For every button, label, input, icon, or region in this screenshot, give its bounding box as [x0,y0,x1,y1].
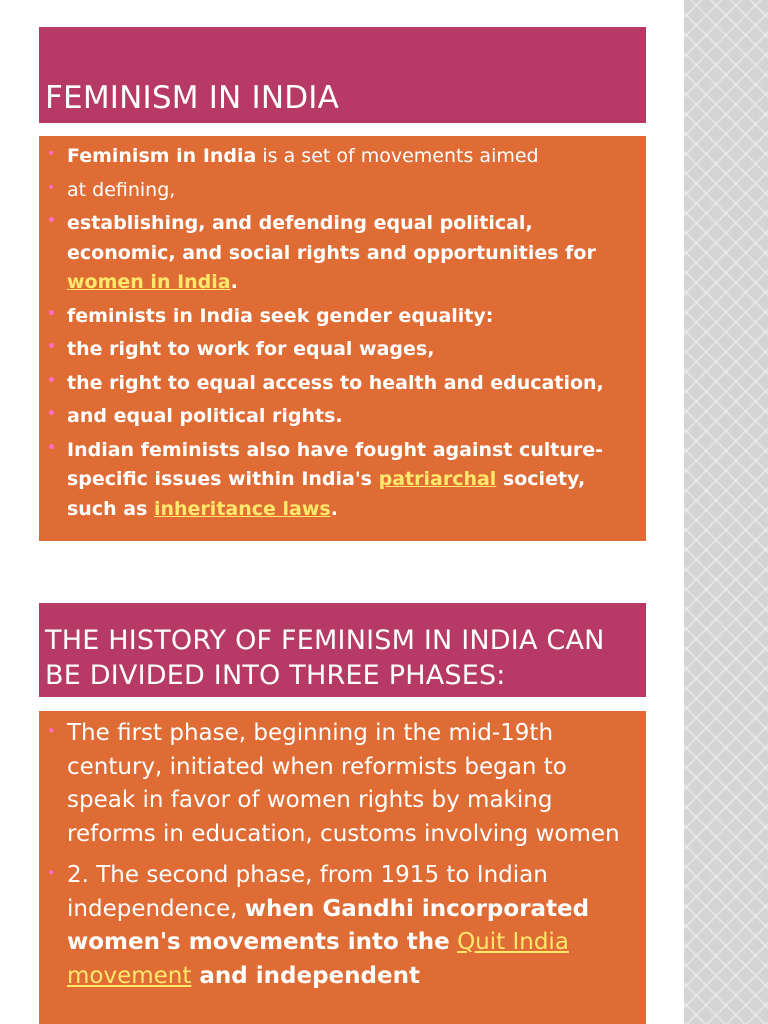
bullet-icon: • [47,339,56,355]
bullet-icon: • [47,372,56,389]
list-item [45,176,638,206]
list-item-text-end: . [330,497,338,520]
list-item-text: establishing, and defending equal political, economic, and social rights and opportunities for [67,212,596,264]
list-item-text: is a set of movements aimed [256,145,539,167]
slide2-bullet-list [45,717,638,993]
bullet-icon: • [47,305,56,322]
patriarchal-link[interactable]: patriarchal [378,468,497,490]
list-item-text: The first phase, beginning in the mid-19th century, initiated when reformists began to speak in favor of women rights by making reforms in education, customs involving women [67,720,620,847]
slide1-content [39,136,646,541]
space-text [450,929,457,955]
list-item-text-end: . [230,271,238,293]
list-item-text-mid: society, such as [67,468,586,520]
bullet-icon: • [47,213,56,229]
list-item-text: and equal political rights. [67,405,343,427]
women-in-india-link[interactable]: women in India [67,271,231,293]
bullet-icon: • [47,439,56,456]
slide1-title: FEMINISM IN INDIA [45,80,340,117]
list-item-text: the right to work for equal wages, [67,338,435,360]
slide1-title-bar [39,27,646,123]
list-item [45,717,638,851]
list-item [45,436,638,525]
slide2-title: THE HISTORY OF FEMINISM IN INDIA CAN BE DIVIDED INTO THREE PHASES: [45,625,605,691]
bullet-icon: • [47,146,56,162]
bullet-icon: • [47,864,56,882]
inheritance-laws-link[interactable]: inheritance laws [153,497,331,520]
decorative-side-pattern [684,0,768,1024]
list-item [45,142,638,172]
list-item [45,302,638,332]
quit-india-movement-link[interactable]: Quit India movement [67,929,569,989]
bold-text: when Gandhi incorporated women's movements into the [67,895,590,955]
list-item [45,209,638,298]
list-item-text: 2. The second phase, from 1915 to Indian independence, [67,862,548,922]
list-item-text: Indian feminists also have fought against culture-specific issues within India's [67,438,604,490]
slide1-bullet-list [45,142,638,524]
bullet-icon: • [47,406,56,422]
list-item-text-end: and independent [191,962,420,989]
list-item [45,335,638,365]
list-item-text: feminists in India seek gender equality: [67,304,494,327]
bullet-icon: • [47,722,56,740]
list-item-text: the right to equal access to health and education, [67,371,604,394]
list-item [45,402,638,432]
list-item [45,369,638,399]
list-item-text: at defining, [67,178,176,201]
slide2-content [39,711,646,1024]
bold-term: Feminism in India [67,145,257,167]
slide2-title-bar [39,603,646,697]
list-item [45,859,638,993]
bullet-icon: • [47,179,56,196]
